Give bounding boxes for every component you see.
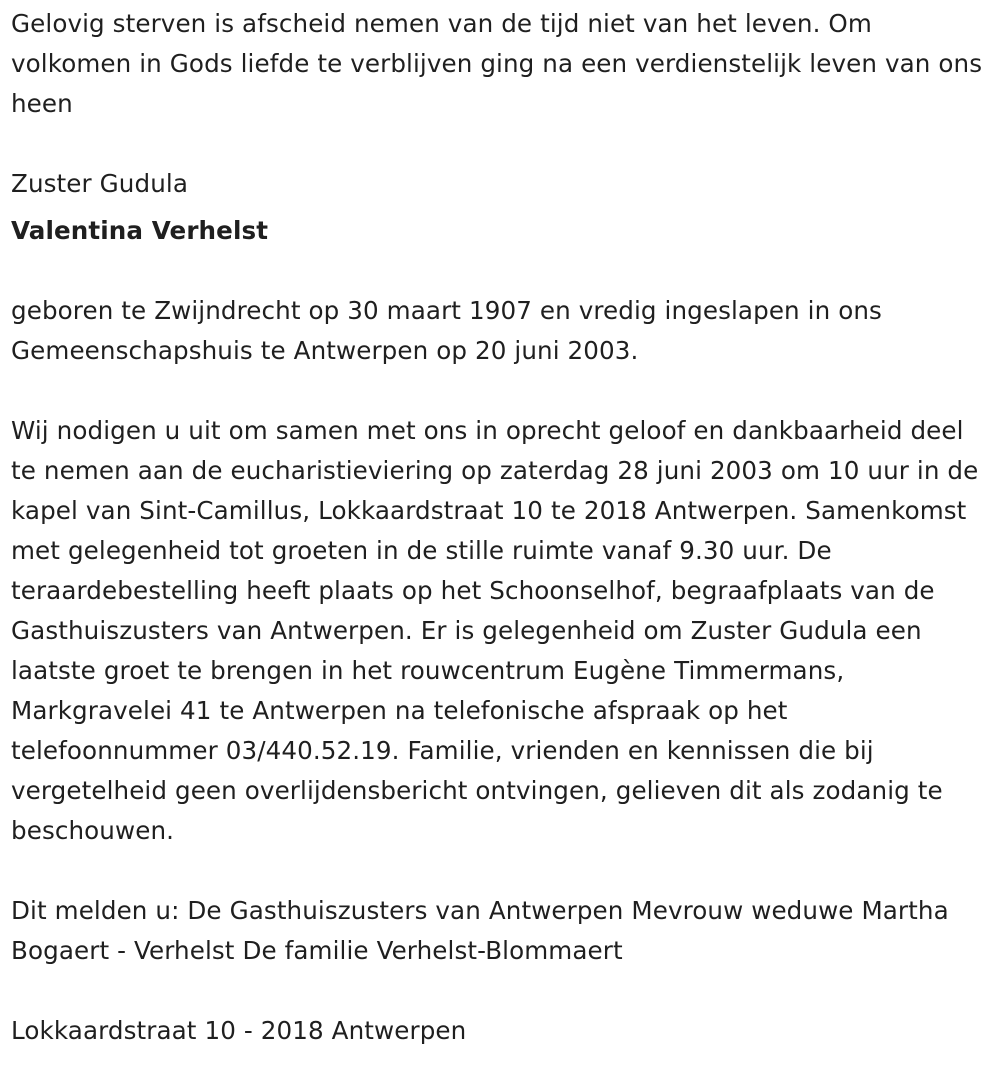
invitation-paragraph: Wij nodigen u uit om samen met ons in oprecht geloof en dankbaarheid deel te nemen aan de eucharistieviering op zaterdag 28 juni 2003 om 10 uur in de kapel van Sint-Camillus, Lokkaardstraat 10 te 2018 Antwerpen. Samenkomst met gelegenheid tot groeten in de stille ruimte vanaf 9.30 uur. De teraardebestelling heeft plaats op het Schoonselhof, begraafplaats van de Gasthuiszusters van Antwerpen. Er is gelegenheid om Zuster Gudula een laatste groet te brengen in het rouwcentrum Eugène Timmermans, Markgravelei 41 te Antwerpen na telefonische afspraak op het telefoonnummer 03/440.52.19. Familie, vrienden en kennissen die bij vergetelheid geen overlijdensbericht ontvingen, gelieven dit als zodanig te beschouwen. (11, 416, 979, 845)
religious-name: Zuster Gudula (11, 169, 188, 198)
intro-paragraph: Gelovig sterven is afscheid nemen van de tijd niet van het leven. Om volkomen in Gods liefde te verblijven ging na een verdienstelijk leven van ons heen (11, 9, 983, 118)
announcers-paragraph: Dit melden u: De Gasthuiszusters van Antwerpen Mevrouw weduwe Martha Bogaert - Verhelst De familie Verhelst-Blommaert (11, 896, 949, 965)
deceased-name: Valentina Verhelst (11, 216, 269, 245)
birth-death-paragraph: geboren te Zwijndrecht op 30 maart 1907 en vredig ingeslapen in ons Gemeenschapshuis te Antwerpen op 20 juni 2003. (11, 296, 882, 365)
address-line: Lokkaardstraat 10 - 2018 Antwerpen (11, 1016, 467, 1045)
obituary-text (11, 4, 996, 1091)
